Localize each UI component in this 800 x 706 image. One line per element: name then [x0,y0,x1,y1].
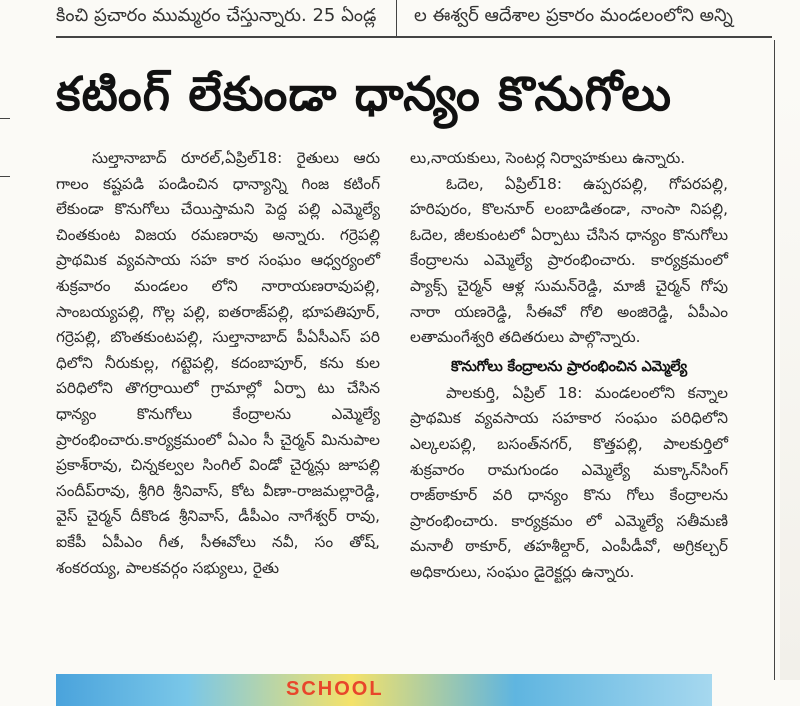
article-paragraph: లు,నాయకులు, సెంటర్ల నిర్వాహకులు ఉన్నారు. [410,149,686,167]
advertisement-banner [56,674,712,706]
left-margin-mark-2 [0,176,10,177]
right-page-divider [774,40,775,680]
article-paragraph: పాలకుర్తి, ఏప్రిల్ 18: మండలంలోని కన్నాల ప్రాథమిక వ్యవసాయ సహకార సంఘం పరిధిలోని ఎల్కలపల్లి, బసంత్‌నగర్, కొత్తపల్లి, పాలకుర్తిలో శుక్రవారం రామగుండం ఎమ్మెల్యే మక్కాన్‌సింగ్ రాజ్‌ఠాకూర్ వరి ధాన్యం కొను గోలు కేంద్రాలను ప్రారంభించారు. కార్యక్రమం లో ఎమ్మెల్యే సతీమణి మనాలీ ఠాకూర్, తహశీల్దార్, ఎంపీడీవో, అగ్రికల్చర్ అధికారులు, సంఘం డైరెక్టర్లు ఉన్నారు. [410,383,728,581]
top-divider [56,36,772,38]
article-paragraph: సుల్తానాబాద్ రూరల్,ఏప్రిల్18: రైతులు ఆరు గాలం కష్టపడి పండించిన ధాన్యాన్ని గింజ కటింగ్ లేకుండా కొనుగోలు చేయిస్తామని పెద్ద పల్లి ఎమ్మెల్యే చింతకుంట విజయ రమణరావు అన్నారు. గర్రెపల్లి ప్రాథమిక వ్యవసాయ సహ కార సంఘం ఆధ్వర్యంలో శుక్రవారం మండలం లోని నారాయణరావుపల్లి, సాంబయ్యపల్లి, గొల్ల పల్లి, ఐతరాజ్‌పల్లి, భూపతిపూర్, గర్రెపల్లి, బొంతకుంటపల్లి, సుల్తానాబాద్ పీఏసీఎస్ పరి ధిలోని నీరుకుల్ల, గట్టెపల్లి, కదంబాపూర్, కను కుల పరిధిలోని తొగర్రాయిలో గ్రామాల్లో ఏర్పా టు చేసిన ధాన్యం కొనుగోలు కేంద్రాలను ఎమ్మెల్యే ప్రారంభించారు.కార్యక్రమంలో ఏఎం సీ చైర్మన్ మినుపాల ప్రకాశ్‌రావు, చిన్నకల్వల సింగిల్ విండో చైర్మన్లు జూపల్లి సందీప్‌రావు, శ్రీగిరి శ్రీనివాస్, కోట వీణా-రాజమల్లారెడ్డి, వైస్ చైర్మన్ దీకొండ శ్రీనివాస్, డీపీఎం నాగేశ్వర్ రావు, ఐకేపీ ఏపీఎం గీత, సీఈవోలు నవీ, సం తోష్, శంకరయ్య, పాలకవర్గం సభ్యులు, రైతు [56,149,380,577]
article-paragraph: ఓదెల, ఏప్రిల్18: ఉప్పరపల్లి, గోపరపల్లి, హరిపురం, కొలనూర్ లంబాడితండా, నాంసా నిపల్లి, ఓదెల, జీలకుంటలో ఏర్పాటు చేసిన ధాన్యం కొనుగోలు కేంద్రాలను ఎమ్మెల్యే ప్రారంభించారు. కార్యక్రమంలో ప్యాక్స్ చైర్మన్ ఆళ్ల సుమన్‌రెడ్డి, మాజీ చైర్మన్ గోపు నారా యణరెడ్డి, సీఈవో గోలి అంజిరెడ్డి, ఏపీఎం లతామంగేశ్వరి తదితరులు పాల్గొన్నారు. [410,174,728,347]
article-headline: కటింగ్ లేకుండా ధాన్యం కొనుగోలు [56,67,672,122]
column-divider [396,0,397,36]
left-margin-mark [0,118,10,119]
previous-article-text-right: ల ఈశ్వర్ ఆదేశాల ప్రకారం మండలంలోని అన్ని [414,5,733,26]
adjacent-article-edge [780,80,800,680]
article-column-right [410,146,728,586]
previous-article-text-left: కించి ప్రచారం ముమ్మరం చేస్తున్నారు. 25 ఏండ్ల [56,5,377,26]
article-column-left [56,146,380,581]
article-subheading: కొనుగోలు కేంద్రాలను ప్రారంభించిన ఎమ్మెల్యే [451,358,687,375]
advertisement-text: SCHOOL [286,678,384,700]
